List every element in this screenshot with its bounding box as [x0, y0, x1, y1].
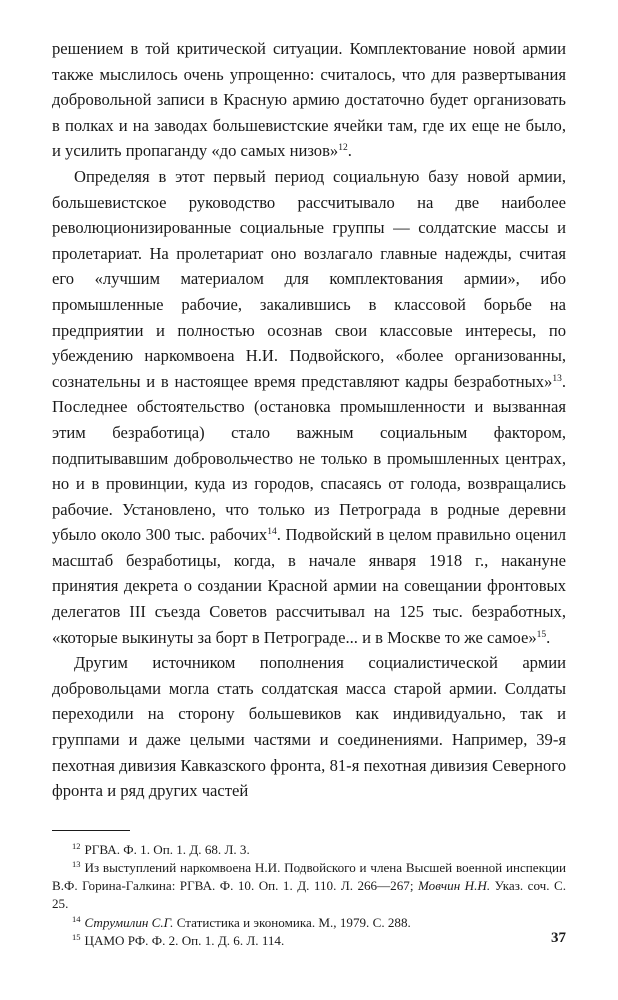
footnote-number: 14: [72, 913, 81, 924]
author-name: Струмилин С.Г.: [84, 914, 174, 930]
text-run: .: [347, 141, 352, 161]
footnote-ref: 12: [338, 143, 348, 154]
footnote: [52, 932, 566, 950]
text-run: Определяя в этот первый период социальную базу новой армии, большевистское руководство рассчитывало на две наиболее революционизированные социальные группы — солдатские массы и пролетариат. На пролетариат оно возлагало главные надежды, считая его «лучшим материалом для комплектования армии», ибо промышленные рабочие, закалившись в классовой борьбе на предприятии и полностью осознав свои классовые интересы, по убеждению наркомвоена Н.И. Подвойского, «более организованны, сознательны и в настоящее время представляют кадры безработных»: [52, 166, 566, 391]
page-number: 37: [551, 930, 566, 946]
text-run: Указ. соч. С. 25.: [52, 878, 566, 912]
text-run: РГВА. Ф. 1. Оп. 1. Д. 68. Л. 3.: [84, 841, 250, 857]
text-run: Статистика и экономика. М., 1979. С. 288.: [173, 914, 411, 930]
text-run: ЦАМО РФ. Ф. 2. Оп. 1. Д. 6. Л. 114.: [84, 932, 285, 948]
body-text: [52, 36, 566, 804]
footnote-separator: [52, 830, 130, 831]
text-run: решением в той критической ситуации. Комплектование новой армии также мыслилось очень упрощенно: считалось, что для развертывания добровольной записи в Красную армию достаточно будет организовать в полках и на заводах большевистские ячейки там, где их еще не было, и усилить пропаганду «до самых низов»: [52, 39, 566, 161]
text-run: . Последнее обстоятельство (остановка промышленности и вызванная этим безработица) стало важным социальным фактором, подпитывавшим добровольчество не только в промышленных центрах, но и в провинции, куда из городов, спасаясь от голода, возвращались рабочие. Установлено, что только из Петрограда в родные деревни убыло около 300 тыс. рабочих: [52, 371, 566, 545]
text-run: Другим источником пополнения социалистической армии добровольцами могла стать солдатская масса старой армии. Солдаты переходили на сторону большевиков как индивидуально, так и группами и даже целыми частями и соединениями. Например, 39-я пехотная дивизия Кавказского фронта, 81-я пехотная дивизия Северного фронта и ряд других частей: [52, 653, 566, 801]
footnote-number: 12: [72, 840, 81, 851]
footnote: [52, 859, 566, 914]
text-run: Из выступлений наркомвоена Н.И. Подвойского и члена Высшей военной инспекции В.Ф. Горина-Галкина: РГВА. Ф. 10. Оп. 1. Д. 110. Л. 266—267;: [52, 860, 566, 894]
footnote-number: 13: [72, 859, 81, 870]
paragraph: [52, 36, 566, 164]
text-run: . Подвойский в целом правильно оценил масштаб безработицы, когда, в начале января 1918 г., накануне принятия декрета о создании Красной армии на совещании фронтовых делегатов III съезда Советов рассчитывал на 125 тыс. безработных, «которые выкинуты за борт в Петрограде... и в Москве то же самое»: [52, 525, 566, 647]
footnote-ref: 15: [536, 629, 547, 640]
text-run: .: [546, 627, 551, 647]
footnotes: [52, 841, 566, 950]
footnote-ref: 13: [552, 373, 562, 384]
paragraph: [52, 650, 566, 804]
paragraph: [52, 164, 566, 650]
footnote: [52, 914, 566, 932]
author-name: Мовчин Н.Н.: [417, 878, 491, 894]
footnote-ref: 14: [267, 527, 277, 538]
footnote: [52, 841, 566, 859]
footnote-number: 15: [72, 931, 81, 942]
